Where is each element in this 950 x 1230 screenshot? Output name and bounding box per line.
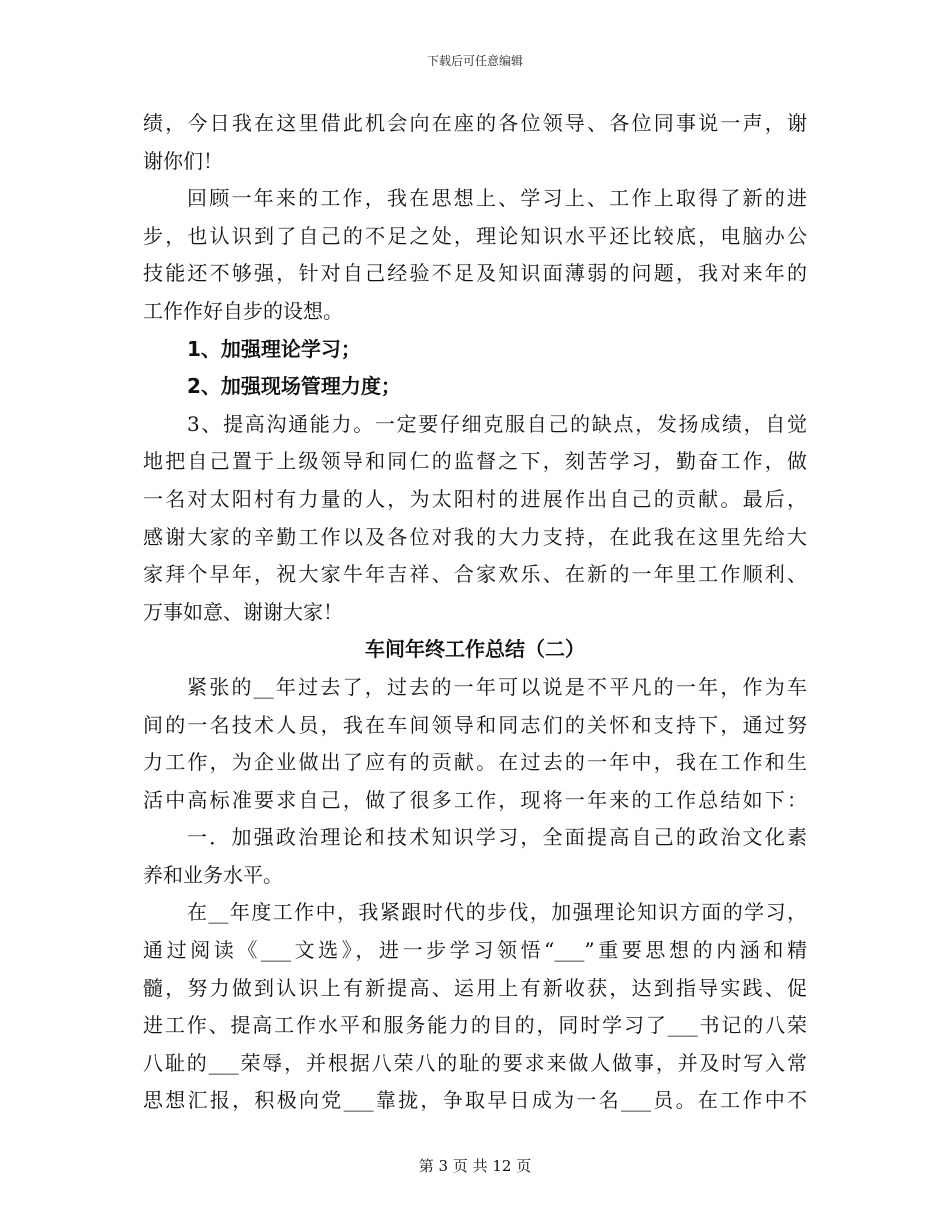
- text-line: 一．加强政治理论和技术知识学习，全面提高自己的政治文化素: [187, 825, 807, 850]
- text-line: 一名对太阳村有力量的人，为太阳村的进展作出自己的贡献。最后，: [143, 486, 807, 511]
- text-line: 间的一名技术人员，我在车间领导和同志们的关怀和支持下，通过努: [143, 712, 807, 737]
- text-line: 进工作、提高工作水平和服务能力的目的，同时学习了___书记的八荣: [143, 1013, 807, 1038]
- text-line: 地把自己置于上级领导和同仁的监督之下，刻苦学习，勤奋工作，做: [143, 449, 807, 474]
- text-line: 思想汇报，积极向党___靠拢，争取早日成为一名___员。在工作中不: [143, 1088, 807, 1113]
- text-line: 绩，今日我在这里借此机会向在座的各位领导、各位同事说一声，谢: [143, 111, 807, 135]
- text-line: 养和业务水平。: [143, 862, 283, 887]
- list-item-heading: 2、加强现场管理力度；: [187, 374, 401, 399]
- text-line: 回顾一年来的工作，我在思想上、学习上、工作上取得了新的进: [187, 186, 807, 211]
- text-line: 技能还不够强，针对自己经验不足及知识面薄弱的问题，我对来年的: [143, 261, 807, 286]
- page-number: 第 3 页 共 12 页: [418, 1157, 532, 1175]
- text-line: 通过阅读《___文选》，进一步学习领悟“___”重要思想的内涵和精: [143, 938, 807, 963]
- document-body: [143, 105, 807, 1120]
- text-line: 八耻的___荣辱，并根据八荣八的耻的要求来做人做事，并及时写入常: [143, 1050, 807, 1075]
- text-line: 3、提高沟通能力。一定要仔细克服自己的缺点，发扬成绩，自觉: [187, 411, 807, 436]
- text-line: 在__年度工作中，我紧跟时代的步伐，加强理论知识方面的学习，: [187, 900, 807, 925]
- text-line: 力工作，为企业做出了应有的贡献。在过去的一年中，我在工作和生: [143, 750, 807, 775]
- text-line: 活中高标准要求自己，做了很多工作，现将一年来的工作总结如下：: [143, 787, 807, 812]
- page-header-note: 下载后可任意编辑: [426, 54, 523, 68]
- text-line: 紧张的__年过去了，过去的一年可以说是不平凡的一年，作为车: [187, 674, 807, 699]
- text-line: 感谢大家的辛勤工作以及各位对我的大力支持，在此我在这里先给大: [143, 524, 807, 549]
- text-line: 谢你们！: [143, 148, 223, 173]
- text-line: 万事如意、谢谢大家！: [143, 599, 343, 624]
- list-item-heading: 1、加强理论学习；: [187, 336, 361, 361]
- text-line: 髓，努力做到认识上有新提高、运用上有新收获，达到指导实践、促: [143, 975, 807, 1000]
- section-title: 车间年终工作总结（二）: [365, 637, 585, 662]
- text-line: 工作作好自步的设想。: [143, 298, 343, 323]
- text-line: 家拜个早年，祝大家牛年吉祥、合家欢乐、在新的一年里工作顺利、: [143, 562, 807, 587]
- text-line: 步，也认识到了自己的不足之处，理论知识水平还比较底，电脑办公: [143, 223, 807, 248]
